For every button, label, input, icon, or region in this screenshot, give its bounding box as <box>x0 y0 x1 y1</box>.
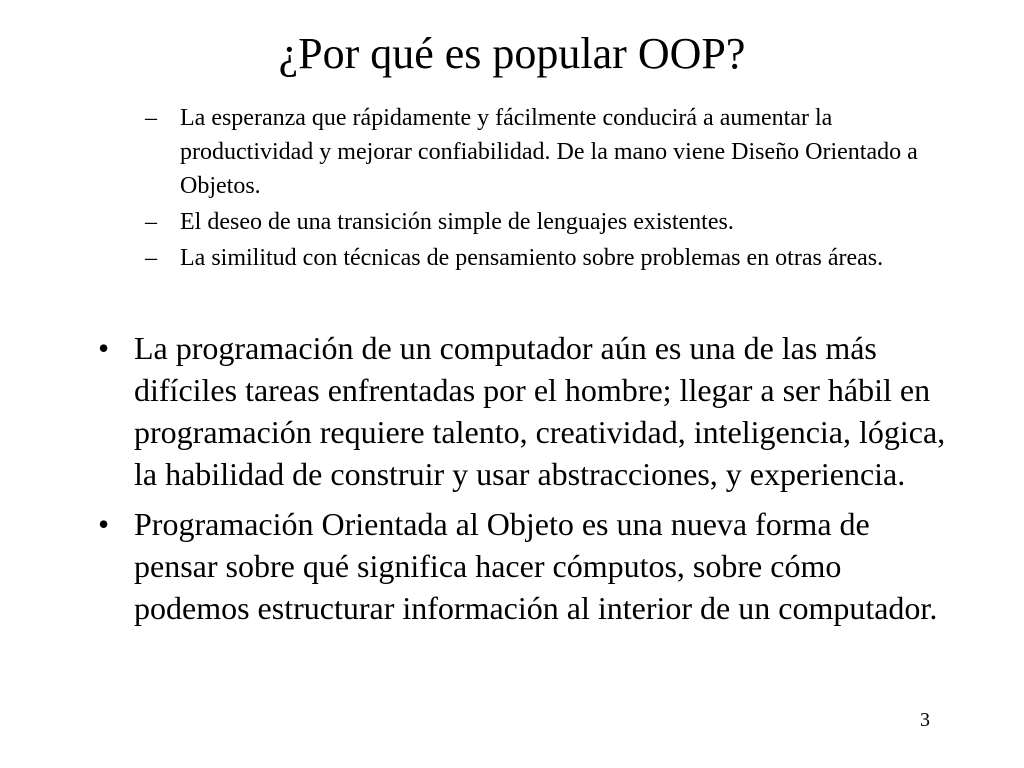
dot-bullet-icon: • <box>98 506 110 542</box>
dash-bullet-icon: – <box>145 209 157 235</box>
main-bullet-list <box>95 327 955 637</box>
sub-bullet-list <box>145 101 945 277</box>
slide-title: ¿Por qué es popular OOP? <box>278 29 746 78</box>
main-bullet-text: La programación de un computador aún es una de las más difíciles tareas enfrentadas por el hombre; llegar a ser hábil en programación requiere talento, creatividad, inteligencia, lógica, la habilidad de construir y usar abstracciones, y experiencia. <box>134 330 946 492</box>
dash-bullet-icon: – <box>145 245 157 271</box>
sub-bullet-item <box>145 101 945 203</box>
sub-bullet-text: La similitud con técnicas de pensamiento sobre problemas en otras áreas. <box>180 245 884 271</box>
main-bullet-item <box>95 327 955 495</box>
sub-bullet-item <box>145 241 945 275</box>
sub-bullet-text: La esperanza que rápidamente y fácilmente conducirá a aumentar la productividad y mejorar confiabilidad. De la mano viene Diseño Orientado a Objetos. <box>180 105 918 199</box>
main-bullet-text: Programación Orientada al Objeto es una nueva forma de pensar sobre qué significa hacer cómputos, sobre cómo podemos estructurar información al interior de un computador. <box>134 506 938 626</box>
sub-bullet-item <box>145 205 945 239</box>
dash-bullet-icon: – <box>145 105 157 131</box>
dot-bullet-icon: • <box>98 330 110 366</box>
main-bullet-item <box>95 503 955 629</box>
sub-bullet-text: El deseo de una transición simple de lenguajes existentes. <box>180 209 734 235</box>
page-number: 3 <box>920 709 930 731</box>
